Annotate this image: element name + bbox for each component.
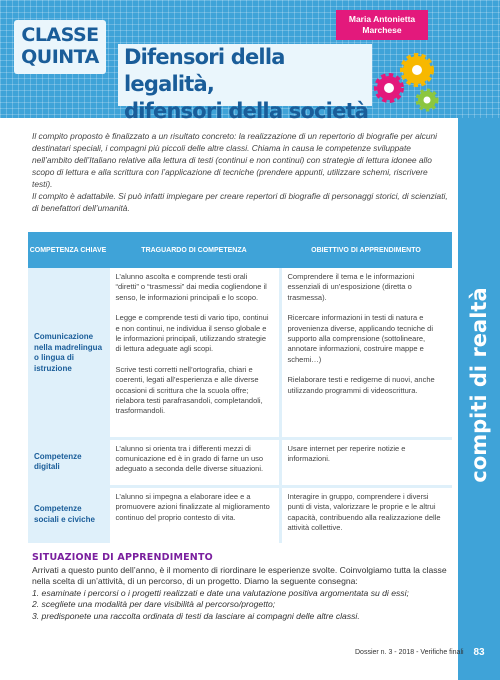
traguardo-cell xyxy=(108,438,280,486)
author-tag xyxy=(336,10,428,40)
traguardo-text: L’alunno si impegna a elaborare idee e a promuovere azioni finalizzate al miglioramento continuo del proprio contesto di vita. xyxy=(115,491,270,522)
obiettivo-text: Comprendere il tema e le informazioni essenziali di un’esposizione (diretta o trasmessa). xyxy=(287,272,415,302)
obiettivo-cell xyxy=(280,486,452,543)
side-label xyxy=(458,280,500,490)
page-title-line1: Difensori della legalità, xyxy=(124,45,285,96)
obiettivo-cell xyxy=(280,438,452,486)
intro-paragraph-2: Il compito è adattabile. Si può infatti impiegare per creare repertori di biografie di personaggi storici, di scienziati, di benefattori dell’umanità. xyxy=(32,191,448,213)
traguardo-text: L’alunno si orienta tra i differenti mezzi di comunicazione ed è in grado di farne un uso adeguato a seconda delle diverse situazioni. xyxy=(115,443,264,474)
gear-yellow-icon xyxy=(403,56,431,84)
situation-title: SITUAZIONE DI APPRENDIMENTO xyxy=(32,552,213,563)
table-row xyxy=(28,438,452,486)
traguardo-text: Scrive testi corretti nell’ortografia, chiari e coerenti, legati all’esperienza e alle diverse occasioni di scrittura che la scuola offre; rielabora testi parafrasandoli, completandoli, trasformandoli. xyxy=(115,364,263,416)
row-category: Comunicazione nella madrelingua o lingua di istruzione xyxy=(28,268,108,438)
table-row xyxy=(28,268,452,438)
class-badge-line2: QUINTA xyxy=(21,46,99,68)
competence-table xyxy=(28,232,452,540)
obiettivo-text: Interagire in gruppo, comprendere i diversi punti di vista, valorizzare le proprie e le altrui capacità, contribuendo alla realizzazione delle attività collettive. xyxy=(287,491,441,532)
header-competenza-chiave: COMPETENZA CHIAVE xyxy=(28,232,108,268)
gears-icon xyxy=(365,44,455,114)
side-label-text: compiti di realtà xyxy=(467,287,491,483)
table-row xyxy=(28,486,452,543)
author-tag-line2: Marchese xyxy=(362,25,402,35)
list-item: 1. esaminate i percorsi o i progetti realizzati e date una valutazione positiva argomentata su di essi; xyxy=(32,588,409,598)
page-number: 83 xyxy=(473,647,485,658)
table-header-row xyxy=(28,232,452,268)
header-traguardo: TRAGUARDO DI COMPETENZA xyxy=(108,232,280,268)
gear-pink-icon xyxy=(377,76,401,100)
header-obiettivo: OBIETTIVO DI APPRENDIMENTO xyxy=(280,232,452,268)
traguardo-text: Legge e comprende testi di vario tipo, continui e non continui, ne individua il senso globale e le informazioni principali, utilizzando strategie di lettura adeguate agli scopi. xyxy=(115,313,269,354)
obiettivo-text: Usare internet per reperire notizie e informazioni. xyxy=(287,443,406,463)
traguardo-cell xyxy=(108,268,280,438)
traguardo-cell xyxy=(108,486,280,543)
class-badge xyxy=(14,20,106,74)
row-category: Competenze digitali xyxy=(28,438,108,486)
obiettivo-text: Ricercare informazioni in testi di natura e provenienza diverse, applicando tecniche di supporto alla comprensione (sottolineare, annotare informazioni, costruire mappe e schemi…) xyxy=(287,313,434,364)
class-badge-line1: CLASSE xyxy=(21,24,99,46)
obiettivo-text: Rielaborare testi e redigerne di nuovi, anche utilizzando programmi di videoscrittura. xyxy=(287,375,435,395)
situation-body: Arrivati a questo punto dell’anno, è il momento di riordinare le esperienze svolte. Coinvolgiamo tutta la classe nella scelta di un’attività, di un percorso, di un progetto. Diamo la seguente consegna: xyxy=(32,565,447,587)
traguardo-text: L’alunno ascolta e comprende testi orali “diretti” o “trasmessi” dai media cogliendone il senso, le informazioni principali e lo scopo. xyxy=(115,272,267,302)
author-tag-line1: Maria Antonietta xyxy=(348,14,416,24)
list-item: 2. scegliete una modalità per dare visibilità al percorso/progetto; xyxy=(32,599,276,610)
page-title xyxy=(118,44,372,123)
row-category: Competenze sociali e civiche xyxy=(28,486,108,543)
gear-green-icon xyxy=(418,91,436,109)
intro-paragraph-1: Il compito proposto è finalizzato a un risultato concreto: la realizzazione di un repertorio di biografie per alcuni destinatari speciali, i compagni più piccoli delle altre classi. Chiama in causa le competenze sviluppate nell’ambito dell’Italiano relative alla lettura di testi (continui e non continui) con strategie di lettura idonee allo scopo di lettura e alla scrittura con l’applicazione di tecniche (prendere appunti, utilizzare schemi, riscrivere testi). xyxy=(32,131,438,189)
footer-text: Dossier n. 3 - 2018 - Verifiche finali xyxy=(355,649,464,656)
list-item: 3. predisponete una raccolta ordinata di testi da lasciare ai compagni delle altre classi. xyxy=(32,610,360,621)
intro-text xyxy=(32,130,450,214)
obiettivo-cell xyxy=(280,268,452,438)
page-title-line2: difensori della società xyxy=(124,99,369,123)
situation-list xyxy=(32,588,452,622)
